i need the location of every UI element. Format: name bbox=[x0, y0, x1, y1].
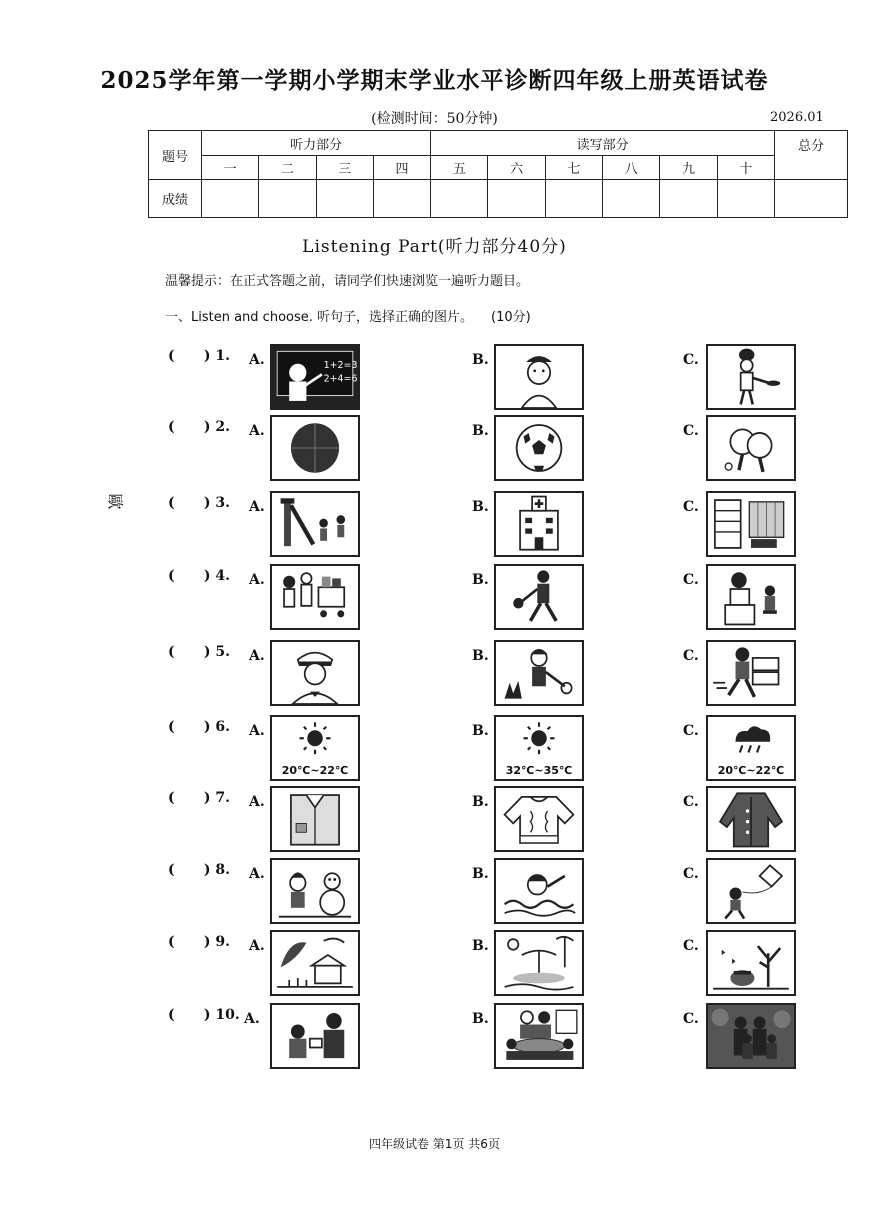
temperature-label: 20℃~22℃ bbox=[717, 764, 785, 777]
question-row bbox=[0, 344, 869, 414]
question-number[interactable]: ( ) 2. bbox=[168, 419, 230, 435]
exam-title: 2025学年第一学期小学期末学业水平诊断四年级上册英语试卷 bbox=[100, 67, 769, 94]
question-number[interactable]: ( ) 7. bbox=[168, 790, 230, 806]
option-label: A. bbox=[249, 794, 265, 810]
family-dinner-icon[interactable] bbox=[494, 1003, 584, 1069]
question-row bbox=[0, 930, 869, 1000]
option-label: C. bbox=[683, 648, 699, 664]
option-label: B. bbox=[472, 352, 489, 368]
question-row bbox=[0, 415, 869, 485]
swimming-icon[interactable] bbox=[494, 858, 584, 924]
firefighter-icon[interactable] bbox=[494, 640, 584, 706]
option-label: A. bbox=[249, 499, 265, 515]
option-label: A. bbox=[249, 866, 265, 882]
option-label: C. bbox=[683, 938, 699, 954]
sunny-icon[interactable] bbox=[270, 715, 360, 781]
option-label: C. bbox=[683, 352, 699, 368]
option-label: B. bbox=[472, 423, 489, 439]
option-label: B. bbox=[472, 572, 489, 588]
section-heading-text: 一、Listen and choose. 听句子，选择正确的图片。 bbox=[165, 310, 474, 325]
reading-header: 读写部分 bbox=[431, 131, 775, 156]
question-number[interactable]: ( ) 8. bbox=[168, 862, 230, 878]
option-label: B. bbox=[472, 1011, 489, 1027]
option-label: C. bbox=[683, 1011, 699, 1027]
col-1: 一 bbox=[202, 156, 259, 180]
row-label-number: 题号 bbox=[149, 131, 202, 180]
score-cell-1[interactable] bbox=[202, 180, 259, 218]
kite-icon[interactable] bbox=[706, 858, 796, 924]
question-row bbox=[0, 1003, 869, 1073]
score-cell-4[interactable] bbox=[373, 180, 430, 218]
score-table bbox=[148, 130, 848, 218]
option-label: C. bbox=[683, 423, 699, 439]
question-number[interactable]: ( ) 3. bbox=[168, 495, 230, 511]
score-cell-10[interactable] bbox=[717, 180, 774, 218]
score-cell-6[interactable] bbox=[488, 180, 545, 218]
option-label: C. bbox=[683, 499, 699, 515]
family-photo-icon[interactable] bbox=[706, 1003, 796, 1069]
question-number[interactable]: ( ) 9. bbox=[168, 934, 230, 950]
option-label: B. bbox=[472, 938, 489, 954]
score-cell-7[interactable] bbox=[545, 180, 602, 218]
shirt-icon[interactable] bbox=[270, 786, 360, 852]
option-label: B. bbox=[472, 648, 489, 664]
question-row bbox=[0, 858, 869, 928]
option-label: A. bbox=[249, 423, 265, 439]
question-number[interactable]: ( ) 10. bbox=[168, 1007, 240, 1023]
delivery-icon[interactable] bbox=[706, 640, 796, 706]
col-5: 五 bbox=[431, 156, 488, 180]
score-cell-2[interactable] bbox=[259, 180, 316, 218]
option-label: A. bbox=[249, 723, 265, 739]
row-label-score: 成绩 bbox=[149, 180, 202, 218]
col-6: 六 bbox=[488, 156, 545, 180]
shopping-icon[interactable] bbox=[270, 564, 360, 630]
listening-part-title: Listening Part(听力部分40分) bbox=[302, 237, 567, 257]
col-9: 九 bbox=[660, 156, 717, 180]
option-label: A. bbox=[249, 648, 265, 664]
autumn-icon[interactable] bbox=[706, 930, 796, 996]
question-row bbox=[0, 564, 869, 634]
question-row bbox=[0, 491, 869, 561]
football-icon[interactable] bbox=[494, 415, 584, 481]
playground-icon[interactable] bbox=[270, 491, 360, 557]
snowman-icon[interactable] bbox=[270, 858, 360, 924]
option-label: B. bbox=[472, 794, 489, 810]
ping-pong-player-icon[interactable] bbox=[494, 564, 584, 630]
rainy-icon[interactable] bbox=[706, 715, 796, 781]
hospital-icon[interactable] bbox=[494, 491, 584, 557]
side-mark: 歐 bbox=[105, 493, 125, 510]
col-7: 七 bbox=[545, 156, 602, 180]
option-label: C. bbox=[683, 866, 699, 882]
col-3: 三 bbox=[316, 156, 373, 180]
section-points: (10分) bbox=[491, 310, 531, 325]
option-label: A. bbox=[249, 572, 265, 588]
score-cell-8[interactable] bbox=[603, 180, 660, 218]
option-label: A. bbox=[249, 938, 265, 954]
question-number[interactable]: ( ) 1. bbox=[168, 348, 230, 364]
option-label: B. bbox=[472, 499, 489, 515]
svg-text:1+2=3: 1+2=3 bbox=[323, 360, 358, 372]
doctor-icon[interactable] bbox=[706, 564, 796, 630]
coat-icon[interactable] bbox=[706, 786, 796, 852]
score-cell-5[interactable] bbox=[431, 180, 488, 218]
question-number[interactable]: ( ) 4. bbox=[168, 568, 230, 584]
col-8: 八 bbox=[603, 156, 660, 180]
option-label: C. bbox=[683, 723, 699, 739]
question-row bbox=[0, 715, 869, 785]
sweater-icon[interactable] bbox=[494, 786, 584, 852]
summer-icon[interactable] bbox=[494, 930, 584, 996]
option-label: B. bbox=[472, 723, 489, 739]
score-cell-9[interactable] bbox=[660, 180, 717, 218]
option-label: B. bbox=[472, 866, 489, 882]
question-row bbox=[0, 786, 869, 856]
sunny-icon[interactable] bbox=[494, 715, 584, 781]
police-icon[interactable] bbox=[270, 640, 360, 706]
question-number[interactable]: ( ) 5. bbox=[168, 644, 230, 660]
exam-duration: (检测时间：50分钟) bbox=[371, 111, 498, 127]
question-row bbox=[0, 640, 869, 710]
temperature-label: 32℃~35℃ bbox=[505, 764, 573, 777]
section-heading bbox=[165, 306, 531, 325]
option-label: C. bbox=[683, 794, 699, 810]
cook-icon[interactable] bbox=[706, 344, 796, 410]
option-label: A. bbox=[244, 1011, 260, 1027]
question-number[interactable]: ( ) 6. bbox=[168, 719, 230, 735]
col-4: 四 bbox=[373, 156, 430, 180]
option-label: A. bbox=[249, 352, 265, 368]
score-cell-total[interactable] bbox=[775, 180, 848, 218]
tip-text: 温馨提示：在正式答题之前，请同学们快速浏览一遍听力题目。 bbox=[165, 274, 530, 289]
exam-date: 2026.01 bbox=[770, 110, 824, 125]
nurse-icon[interactable] bbox=[494, 344, 584, 410]
total-header: 总分 bbox=[775, 131, 848, 180]
basketball-icon[interactable] bbox=[270, 415, 360, 481]
svg-text:2+4=6: 2+4=6 bbox=[323, 373, 358, 385]
option-label: C. bbox=[683, 572, 699, 588]
temperature-label: 20℃~22℃ bbox=[281, 764, 349, 777]
library-icon[interactable] bbox=[706, 491, 796, 557]
ping-pong-icon[interactable] bbox=[706, 415, 796, 481]
family-meal-icon[interactable] bbox=[270, 1003, 360, 1069]
col-2: 二 bbox=[259, 156, 316, 180]
page-footer: 四年级试卷 第1页 共6页 bbox=[369, 1137, 500, 1151]
teacher-icon[interactable] bbox=[270, 344, 360, 410]
col-10: 十 bbox=[717, 156, 774, 180]
score-cell-3[interactable] bbox=[316, 180, 373, 218]
listening-header: 听力部分 bbox=[202, 131, 431, 156]
spring-icon[interactable] bbox=[270, 930, 360, 996]
